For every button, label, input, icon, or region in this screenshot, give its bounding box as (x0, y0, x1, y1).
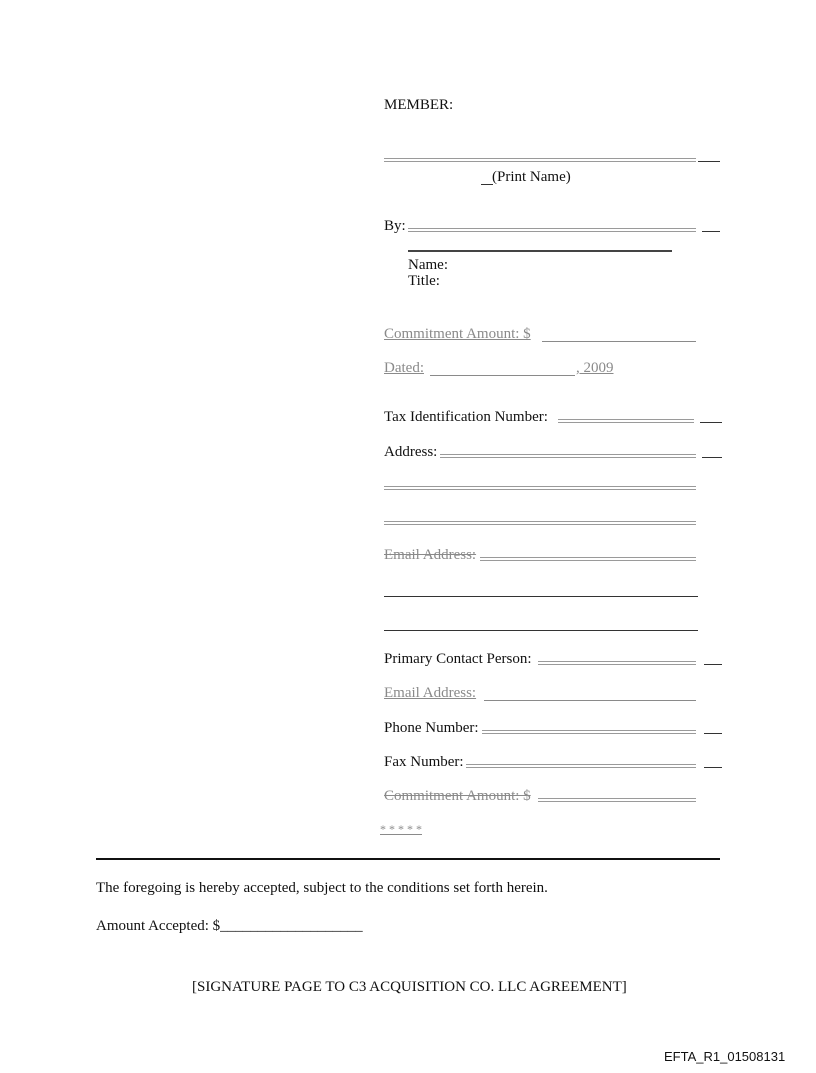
email-address-label: Email Address: (384, 685, 477, 701)
commitment-amount-label-struck: Commitment Amount: $ (384, 788, 531, 804)
by-line (408, 228, 696, 232)
title-label: Title: (408, 273, 440, 289)
email-address-label-struck: Email Address: (384, 547, 477, 563)
primary-contact-label: Primary Contact Person: (384, 651, 532, 667)
horizontal-rule (96, 858, 720, 860)
amount-accepted-blank: ___________________ (220, 918, 363, 934)
fax-number-line (466, 764, 696, 768)
name-label: Name: (408, 257, 448, 273)
blank-line-1 (384, 596, 698, 597)
tax-id-line (558, 419, 694, 423)
print-name-line (384, 158, 696, 162)
print-name-line-tail (698, 161, 720, 162)
commitment-amount-line-struck (538, 798, 696, 802)
print-name-label: (Print Name) (492, 169, 571, 185)
email-address-line (484, 700, 696, 701)
signature-line (408, 250, 672, 252)
phone-number-line (482, 730, 696, 734)
fax-number-label: Fax Number: (384, 754, 464, 770)
amount-accepted-label (96, 919, 363, 934)
commitment-amount-label: Commitment Amount: $ (384, 326, 531, 342)
phone-number-label: Phone Number: (384, 720, 479, 736)
amount-accepted-text: Amount Accepted: $ (96, 918, 221, 934)
acceptance-statement: The foregoing is hereby accepted, subject to the conditions set forth herein. (96, 880, 548, 896)
address-line-1 (440, 454, 696, 458)
signature-page-caption: [SIGNATURE PAGE TO C3 ACQUISITION CO. LLC AGREEMENT] (192, 979, 627, 995)
fax-number-line-tail (704, 767, 722, 768)
blank-line-2 (384, 630, 698, 631)
dated-label: Dated: (384, 360, 424, 376)
address-line-1-tail (702, 457, 722, 458)
primary-contact-line-tail (704, 664, 722, 665)
tax-id-label: Tax Identification Number: (384, 409, 548, 425)
address-line-3 (384, 521, 696, 525)
member-heading: MEMBER: (384, 97, 454, 113)
phone-number-line-tail (704, 733, 722, 734)
email-address-line-struck (480, 557, 696, 561)
commitment-amount-line (542, 341, 696, 342)
dated-line (430, 375, 575, 376)
by-label: By: (384, 218, 406, 234)
primary-contact-line (538, 661, 696, 665)
by-line-tail (702, 231, 720, 232)
address-label: Address: (384, 444, 438, 460)
dated-year: , 2009 (576, 360, 614, 376)
address-line-2 (384, 486, 696, 490)
document-id: EFTA_R1_01508131 (664, 1049, 786, 1064)
tax-id-line-tail (700, 422, 722, 423)
section-separator-stars: * * * * * (380, 822, 422, 836)
